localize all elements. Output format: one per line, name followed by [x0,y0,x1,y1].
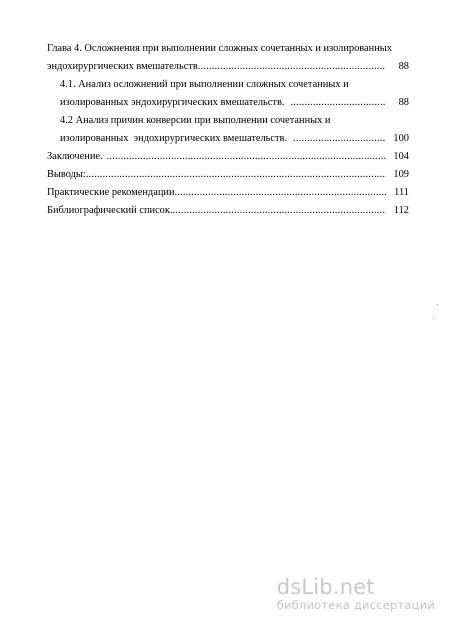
toc-page-number: 104 [393,151,409,162]
toc-page-number: 88 [398,61,409,72]
toc-page-number: 109 [393,169,409,180]
scan-speck [437,304,438,305]
toc-entry-4-2-line-1 [60,114,409,127]
toc-entry-chapter-4-line-2 [47,60,409,73]
toc-entry-text: Практические рекомендации [47,187,175,198]
toc-entry-text: эндохирургических вмешательств [47,61,198,72]
toc-page-number: 100 [393,133,409,144]
dot-leader [107,150,386,163]
toc-entry-text: 4.1. Анализ осложнений при выполнении сложных сочетанных и [60,79,349,90]
toc-entry-text: 4.2 Анализ причин конверсии при выполнении сочетанных и [60,115,331,126]
toc-entry-text: Заключение. [47,151,103,162]
toc-entry-conclusions-list [47,168,409,181]
toc-entry-recommendations [47,186,409,199]
dot-leader [173,204,386,217]
toc-entry-text: Библиографический список. [47,205,173,216]
dot-leader [290,96,386,109]
dot-leader [175,186,386,199]
toc-entry-4-2-line-2 [60,132,409,145]
dot-leader [293,132,386,145]
toc-entry-text: изолированных эндохирургических вмешательств. [60,133,288,144]
toc-entry-bibliography [47,204,409,217]
toc-page-number: 111 [394,187,409,198]
dot-leader [198,60,386,73]
scan-speck [433,318,434,319]
toc-entry-conclusion [47,150,409,163]
watermark-subtitle: библиотека диссертаций [276,598,435,612]
toc-entry-text: Выводы: [47,169,86,180]
toc-entry-4-1-line-2 [60,96,409,109]
toc-entry-text: изолированных эндохирургических вмешательств. [60,97,285,108]
toc-page-number: 112 [393,205,409,216]
dslib-watermark [277,576,435,612]
toc-entry-chapter-4-line-1 [47,42,409,55]
watermark-logo: dsLib.net [276,575,375,599]
toc-entry-4-1-line-1 [60,78,409,91]
toc-page-number: 88 [398,97,409,108]
dot-leader [86,168,386,181]
toc-entry-text: Глава 4. Осложнения при выполнении сложных сочетанных и изолированных [47,43,392,54]
